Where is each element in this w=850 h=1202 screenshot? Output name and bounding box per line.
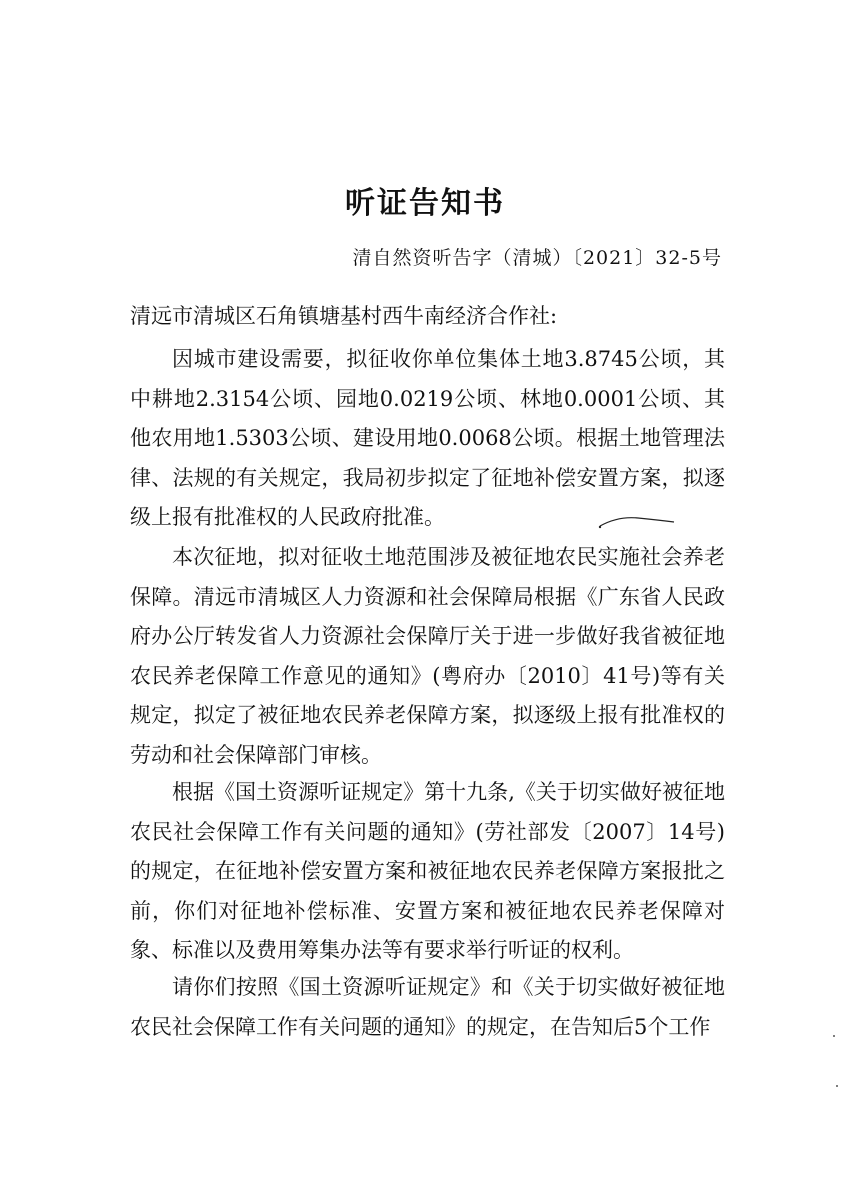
paragraph-hearing-rights: 根据《国土资源听证规定》第十九条,《关于切实做好被征地农民社会保障工作有关问题的通知》(劳社部发〔2007〕14号)的规定，在征地补偿安置方案和被征地农民养老保障方案报批之前，你们对征地补偿标准、安置方案和被征地农民养老保障对象、标准以及费用筹集办法等有要求举行听证的权利。 (130, 780, 725, 962)
pen-mark (598, 512, 678, 532)
paragraph-land-requisition: 因城市建设需要，拟征收你单位集体土地3.8745公顷，其中耕地2.3154公顷、园地0.0219公顷、林地0.0001公顷、其他农用地1.5303公顷、建设用地0.0068公顷。根据土地管理法律、法规的有关规定，我局初步拟定了征地补偿安置方案，拟逐级上报有批准权的人民政府批准。 (130, 347, 725, 529)
document-number: 清自然资听告字（清城）〔2021〕32-5号 (352, 247, 722, 269)
paragraph-social-security: 本次征地，拟对征收土地范围涉及被征地农民实施社会养老保障。清远市清城区人力资源和社会保障局根据《广东省人民政府办公厅转发省人力资源社会保障厅关于进一步做好我省被征地农民养老保障工作意见的通知》(粤府办〔2010〕41号)等有关规定，拟定了被征地农民养老保障方案，拟逐级上报有批准权的劳动和社会保障部门审核。 (130, 545, 725, 767)
document-title: 听证告知书 (345, 186, 505, 221)
addressee: 清远市清城区石角镇塘基村西牛南经济合作社: (130, 304, 558, 328)
scan-speck (833, 1035, 835, 1037)
scan-speck (836, 1085, 838, 1087)
paragraph-hearing-request: 请你们按照《国土资源听证规定》和《关于切实做好被征地农民社会保障工作有关问题的通知》的规定，在告知后5个工作 (130, 975, 725, 1039)
